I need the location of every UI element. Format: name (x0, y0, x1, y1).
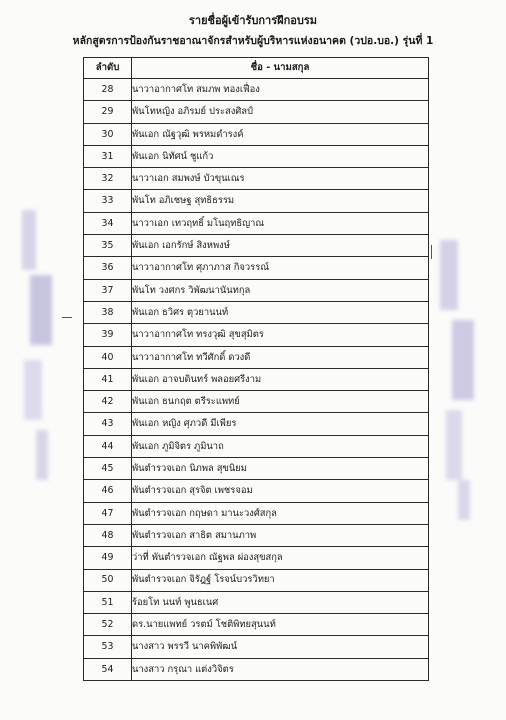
row-full-name: ดร.นายแพทย์ วรตม์ โชติพิทยสุนนท์ (132, 614, 429, 636)
document-title: รายชื่อผู้เข้ารับการฝึกอบรม (189, 14, 317, 27)
row-full-name: พันเอก ณัฐวุฒิ พรหมดำรงค์ (132, 123, 429, 145)
row-full-name: นาวาอากาศโท ทวีศักดิ์ ดวงดี (132, 346, 429, 368)
row-full-name: ร้อยโท นนท์ พูนธเนศ (132, 591, 429, 613)
table-row (84, 636, 429, 658)
table-row (84, 212, 429, 234)
row-number: 38 (84, 301, 132, 323)
row-full-name: พันตำรวจเอก จิรัฎฐ์ โรจน์บวรวิทยา (132, 569, 429, 591)
row-full-name: พันตำรวจเอก สุรจิต เพชรจอม (132, 480, 429, 502)
row-number: 49 (84, 547, 132, 569)
blurred-stamp-mark (446, 410, 462, 480)
table-body (84, 79, 429, 681)
participant-table (83, 57, 429, 681)
row-number: 37 (84, 279, 132, 301)
row-full-name: พันเอก เอกรักษ์ สิงหพงษ์ (132, 235, 429, 257)
blurred-stamp-mark (452, 320, 474, 400)
row-full-name: พันโท วงศกร วิพัฒนานันทกุล (132, 279, 429, 301)
table-row (84, 279, 429, 301)
column-header-number: ลำดับ (84, 58, 132, 79)
table-row (84, 658, 429, 680)
row-number: 33 (84, 190, 132, 212)
row-number: 28 (84, 79, 132, 101)
blurred-stamp-mark (22, 210, 36, 270)
row-number: 46 (84, 480, 132, 502)
row-full-name: พันเอก ธวิศร ตุวยานนท์ (132, 301, 429, 323)
blurred-stamp-mark (440, 240, 458, 310)
row-number: 32 (84, 168, 132, 190)
blurred-stamp-mark (36, 430, 48, 480)
row-number: 40 (84, 346, 132, 368)
table-row (84, 502, 429, 524)
margin-tick-mark (62, 317, 72, 318)
row-full-name: นาวาอากาศโท ทรงวุฒิ สุขสุมิตร (132, 324, 429, 346)
table-row (84, 235, 429, 257)
row-number: 41 (84, 368, 132, 390)
table-row (84, 614, 429, 636)
document-subtitle: หลักสูตรการป้องกันราชอาณาจักรสำหรับผู้บริหารแห่งอนาคต (วปอ.บอ.) รุ่นที่ 1 (72, 35, 434, 47)
table-row (84, 435, 429, 457)
row-full-name: นาวาอากาศโท ศุภาภาส กิจวรรณ์ (132, 257, 429, 279)
table-row (84, 346, 429, 368)
row-number: 29 (84, 101, 132, 123)
table-row (84, 168, 429, 190)
row-number: 48 (84, 524, 132, 546)
table-row (84, 458, 429, 480)
table-row (84, 190, 429, 212)
table-row (84, 413, 429, 435)
row-number: 30 (84, 123, 132, 145)
table-row (84, 101, 429, 123)
row-number: 34 (84, 212, 132, 234)
row-number: 44 (84, 435, 132, 457)
row-full-name: พันตำรวจเอก กฤษดา มานะวงศ์สกุล (132, 502, 429, 524)
row-number: 35 (84, 235, 132, 257)
table-row (84, 123, 429, 145)
row-number: 42 (84, 391, 132, 413)
row-number: 36 (84, 257, 132, 279)
row-full-name: พันเอก อาจบดินทร์ พลอยศรีงาม (132, 368, 429, 390)
row-full-name: พันเอก หญิง ศุภวดี มีเพียร (132, 413, 429, 435)
row-number: 53 (84, 636, 132, 658)
row-full-name: พันโทหญิง อภิรมย์ ประสงศิลป์ (132, 101, 429, 123)
blurred-stamp-mark (24, 360, 42, 420)
row-full-name: พันตำรวจเอก สาธิต สมานภาพ (132, 524, 429, 546)
table-row (84, 569, 429, 591)
row-full-name: นาวาเอก สมพงษ์ บัวขุนเณร (132, 168, 429, 190)
row-full-name: พันเอก นิทัศน์ ชูแก้ว (132, 145, 429, 167)
row-number: 39 (84, 324, 132, 346)
table-row (84, 547, 429, 569)
row-number: 50 (84, 569, 132, 591)
row-number: 45 (84, 458, 132, 480)
row-number: 54 (84, 658, 132, 680)
row-full-name: นางสาว พรรวี นาคพิพัฒน์ (132, 636, 429, 658)
row-full-name: ว่าที่ พันตำรวจเอก ณัฐพล ผ่องสุขสกุล (132, 547, 429, 569)
row-number: 47 (84, 502, 132, 524)
column-header-name: ชื่อ - นามสกุล (132, 58, 429, 79)
row-full-name: นาวาอากาศโท สมภพ ทองเฟื่อง (132, 79, 429, 101)
row-full-name: พันโท อภิเชษฐ สุทธิธรรม (132, 190, 429, 212)
table-header-row (84, 58, 429, 79)
blurred-stamp-mark (30, 275, 52, 345)
row-full-name: พันตำรวจเอก นิภพล สุขนิยม (132, 458, 429, 480)
row-number: 51 (84, 591, 132, 613)
margin-tick-mark (431, 245, 432, 259)
table-row (84, 79, 429, 101)
row-number: 52 (84, 614, 132, 636)
table-row (84, 591, 429, 613)
row-number: 31 (84, 145, 132, 167)
table-row (84, 145, 429, 167)
table-row (84, 391, 429, 413)
row-full-name: นางสาว กรุณา แต่งวิจิตร (132, 658, 429, 680)
row-number: 43 (84, 413, 132, 435)
row-full-name: พันเอก ธนกฤต ตรีระแพทย์ (132, 391, 429, 413)
table-row (84, 480, 429, 502)
table-row (84, 368, 429, 390)
blurred-stamp-mark (458, 480, 470, 520)
table-row (84, 324, 429, 346)
row-full-name: นาวาเอก เทวฤทธิ์ มโนฤทธิญาณ (132, 212, 429, 234)
row-full-name: พันเอก ภูมิจิตร ภูมินาถ (132, 435, 429, 457)
table-row (84, 524, 429, 546)
table-row (84, 301, 429, 323)
table-row (84, 257, 429, 279)
